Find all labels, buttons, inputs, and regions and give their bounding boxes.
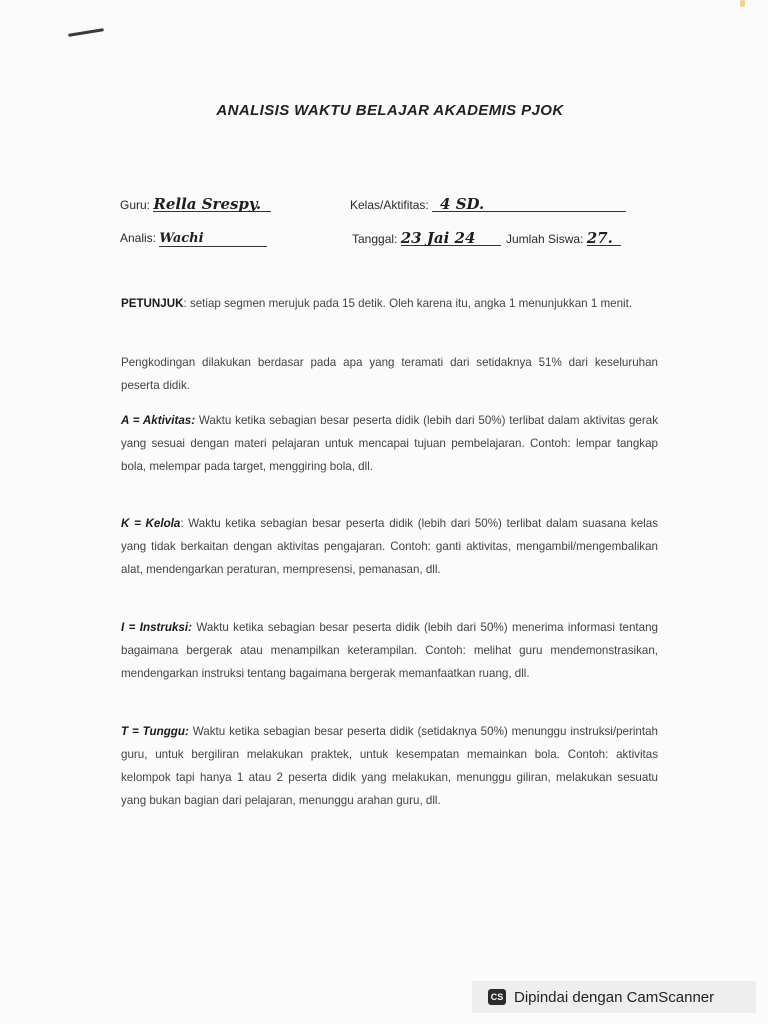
jumlah-label: Jumlah Siswa: [506,232,584,246]
analis-value: Wachi [159,232,267,247]
definition-text: : Waktu ketika sebagian besar peserta didik (lebih dari 50%) terlibat dalam suasana kelas yang tidak berkaitan dengan aktivitas pengajaran. Contoh: ganti aktivitas, mengambil/mengembalikan alat, mendengarkan peraturan, mempresensi, pemanasan, dll. [121,517,658,576]
kelas-label: Kelas/Aktifitas: [350,198,429,212]
tanggal-label: Tanggal: [352,232,398,246]
guru-label: Guru: [120,198,151,212]
definition-instruksi [121,616,658,685]
definition-text: Waktu ketika sebagian besar peserta didik (lebih dari 50%) terlibat dalam aktivitas gerak yang sesuai dengan materi pelajaran untuk mencapai tujuan pembelajaran. Contoh: lempar tangkap bola, melempar pada target, menggiring bola, dll. [121,414,658,473]
document-title: ANALISIS WAKTU BELAJAR AKADEMIS PJOK [216,102,564,119]
tanggal-field [352,231,501,246]
pengkodingan-paragraph: Pengkodingan dilakukan berdasar pada apa yang teramati dari setidaknya 51% dari keseluruhan peserta didik. [121,356,658,392]
jumlah-field [506,231,621,246]
definition-text: Waktu ketika sebagian besar peserta didik (setidaknya 50%) menunggu instruksi/perintah guru, untuk bergiliran melakukan praktek, untuk kesempatan memainkan bola. Contoh: aktivitas kelompok tapi hanya 1 atau 2 peserta didik yang melakukan, menunggu giliran, melakukan sesuatu yang bukan bagian dari pelajaran, menunggu arahan guru, dll. [121,725,658,807]
camscanner-label: Dipindai dengan CamScanner [514,988,715,1006]
definition-term: K = Kelola [121,517,181,530]
kelas-field [350,197,626,212]
jumlah-value: 27. [587,231,621,246]
corner-mark [740,0,745,7]
petunjuk-paragraph [121,292,658,315]
tanggal-value: 23 Jai 24 [401,231,501,246]
pen-mark [68,28,104,37]
definition-term: I = Instruksi: [121,621,192,634]
definition-aktivitas [121,409,658,478]
definition-term: T = Tunggu: [121,725,189,738]
camscanner-icon: CS [488,989,506,1005]
camscanner-watermark [472,981,756,1013]
petunjuk-label: PETUNJUK [121,297,184,310]
definition-kelola [121,512,658,581]
analis-field [120,231,267,247]
petunjuk-text: : setiap segmen merujuk pada 15 detik. Oleh karena itu, angka 1 menunjukkan 1 menit. [183,297,633,310]
guru-field [120,197,271,212]
definition-tunggu [121,720,658,812]
guru-value: Rella Srespy. [153,197,271,212]
kelas-value: 4 SD. [432,197,626,212]
definition-term: A = Aktivitas: [121,414,196,427]
definition-text: Waktu ketika sebagian besar peserta didik (lebih dari 50%) menerima informasi tentang bagaimana bergerak atau menampilkan keterampilan. Contoh: melihat guru mendemonstrasikan, mendengarkan instruksi tentang bagaimana bergerak memanfaatkan ruang, dll. [121,621,658,680]
analis-label: Analis: [120,231,157,245]
